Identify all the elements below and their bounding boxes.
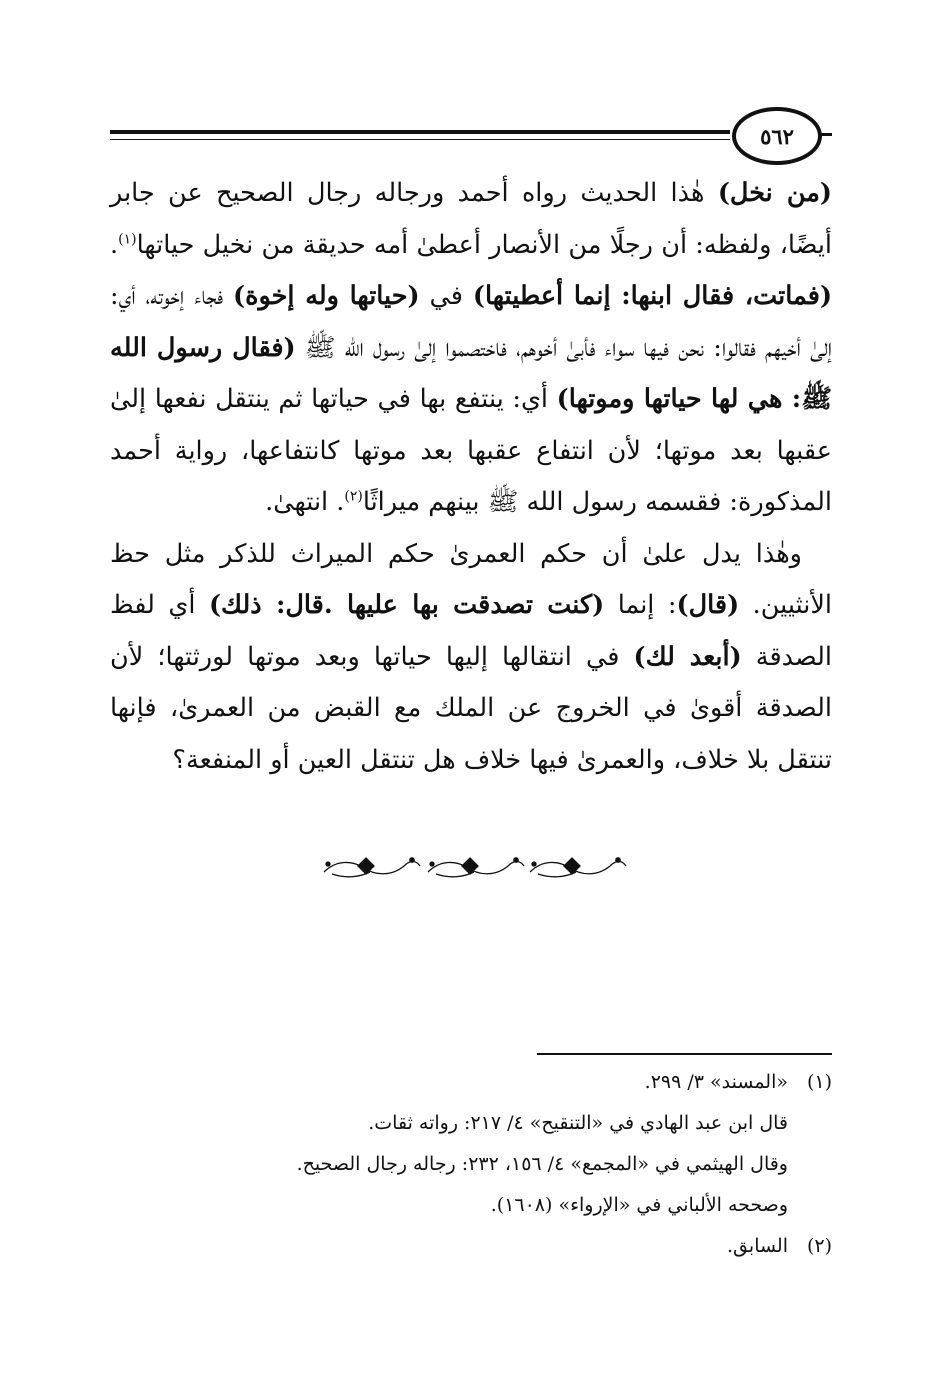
bold-phrase: (من نخل) [717, 178, 833, 208]
paragraph-2 [110, 529, 832, 787]
footnote-1-line-1: «المسند» ٣/ ٢٩٩. [644, 1071, 788, 1093]
paragraph-1 [110, 168, 832, 529]
text-run: في [419, 281, 473, 311]
footnote-1-line-3: وقال الهيثمي في «المجمع» ٤/ ١٥٦، ٢٣٢: رجاله رجال الصحيح. [296, 1153, 788, 1175]
bold-phrase: (فماتت، فقال ابنها: إنما أعطيتها) [472, 281, 833, 311]
bold-phrase: (حياتها وله إخوة) [233, 281, 420, 311]
footnote-ref: (١) [118, 231, 137, 247]
text-run: : إنما [604, 590, 677, 620]
footnote-1-number: (١) [806, 1071, 832, 1093]
footnote-ref: (٢) [344, 488, 363, 505]
page-header [110, 105, 832, 175]
bold-phrase: (كنت تصدقت بها عليها .قال: ذلك) [208, 590, 605, 620]
text-run: أي لفظ الصدقة [110, 590, 832, 672]
bold-phrase: (فقال رسول الله ﷺ: هي لها حياتها وموتها) [110, 332, 833, 414]
footnotes [160, 1062, 832, 1267]
text-run: هٰذا الحديث رواه أحمد ورجاله رجال الصحيح عن جابر أيضًا، ولفظه: أن رجلًا من الأنصار أعطىٰ أمه حديقة من نخيل حياتها [110, 178, 832, 260]
header-rule-thick [110, 130, 730, 134]
footnote-separator [537, 1053, 832, 1055]
bold-phrase: (أبعد لك) [633, 641, 742, 672]
page-number: ٥٦٢ [732, 107, 822, 165]
text-run: أي: ينتفع بها في حياتها ثم ينتقل نفعها إلىٰ عقبها بعد موتها؛ لأن انتفاع عقبها بعد موتها كانتفاعها، رواية أحمد المذكورة: فقسمه رسول الله ﷺ بينهم ميراثًا [110, 384, 832, 517]
header-rule-thin [110, 139, 730, 140]
text-run: فجاء إخوته، أي: إلىٰ أخيهم فقالوا: نحن فيها سواء فأبىٰ أخوهم، فاختصموا إلىٰ رسول الله ﷺ [110, 281, 832, 363]
footnote-2 [160, 1226, 832, 1267]
main-text [110, 168, 832, 786]
text-run: وهٰذا يدل علىٰ أن حكم العمرىٰ حكم الميراث للذكر مثل حظ الأنثيين. [110, 538, 832, 620]
footnote-1-line-2: قال ابن عبد الهادي في «التنقيح» ٤/ ٢١٧: رواته ثقات. [368, 1112, 788, 1134]
footnote-2-line-1: السابق. [727, 1235, 788, 1257]
bold-phrase: (قال) [676, 590, 740, 620]
ornament-divider-icon [318, 846, 628, 886]
text-run: . انتهىٰ. [265, 487, 345, 517]
text-run: في انتقالها إليها حياتها وبعد موتها لورثتها؛ لأن الصدقة أقوىٰ في الخروج عن الملك مع القبض من العمرىٰ، فإنها تنتقل بلا خلاف، والعمرىٰ فيها خلاف هل تنتقل العين أو المنفعة؟ [110, 641, 832, 775]
footnote-1 [160, 1062, 832, 1103]
footnote-2-number: (٢) [806, 1235, 832, 1257]
text-run: . [110, 229, 119, 260]
footnote-1-line-4: وصححه الألباني في «الإرواء» (١٦٠٨). [490, 1194, 788, 1216]
